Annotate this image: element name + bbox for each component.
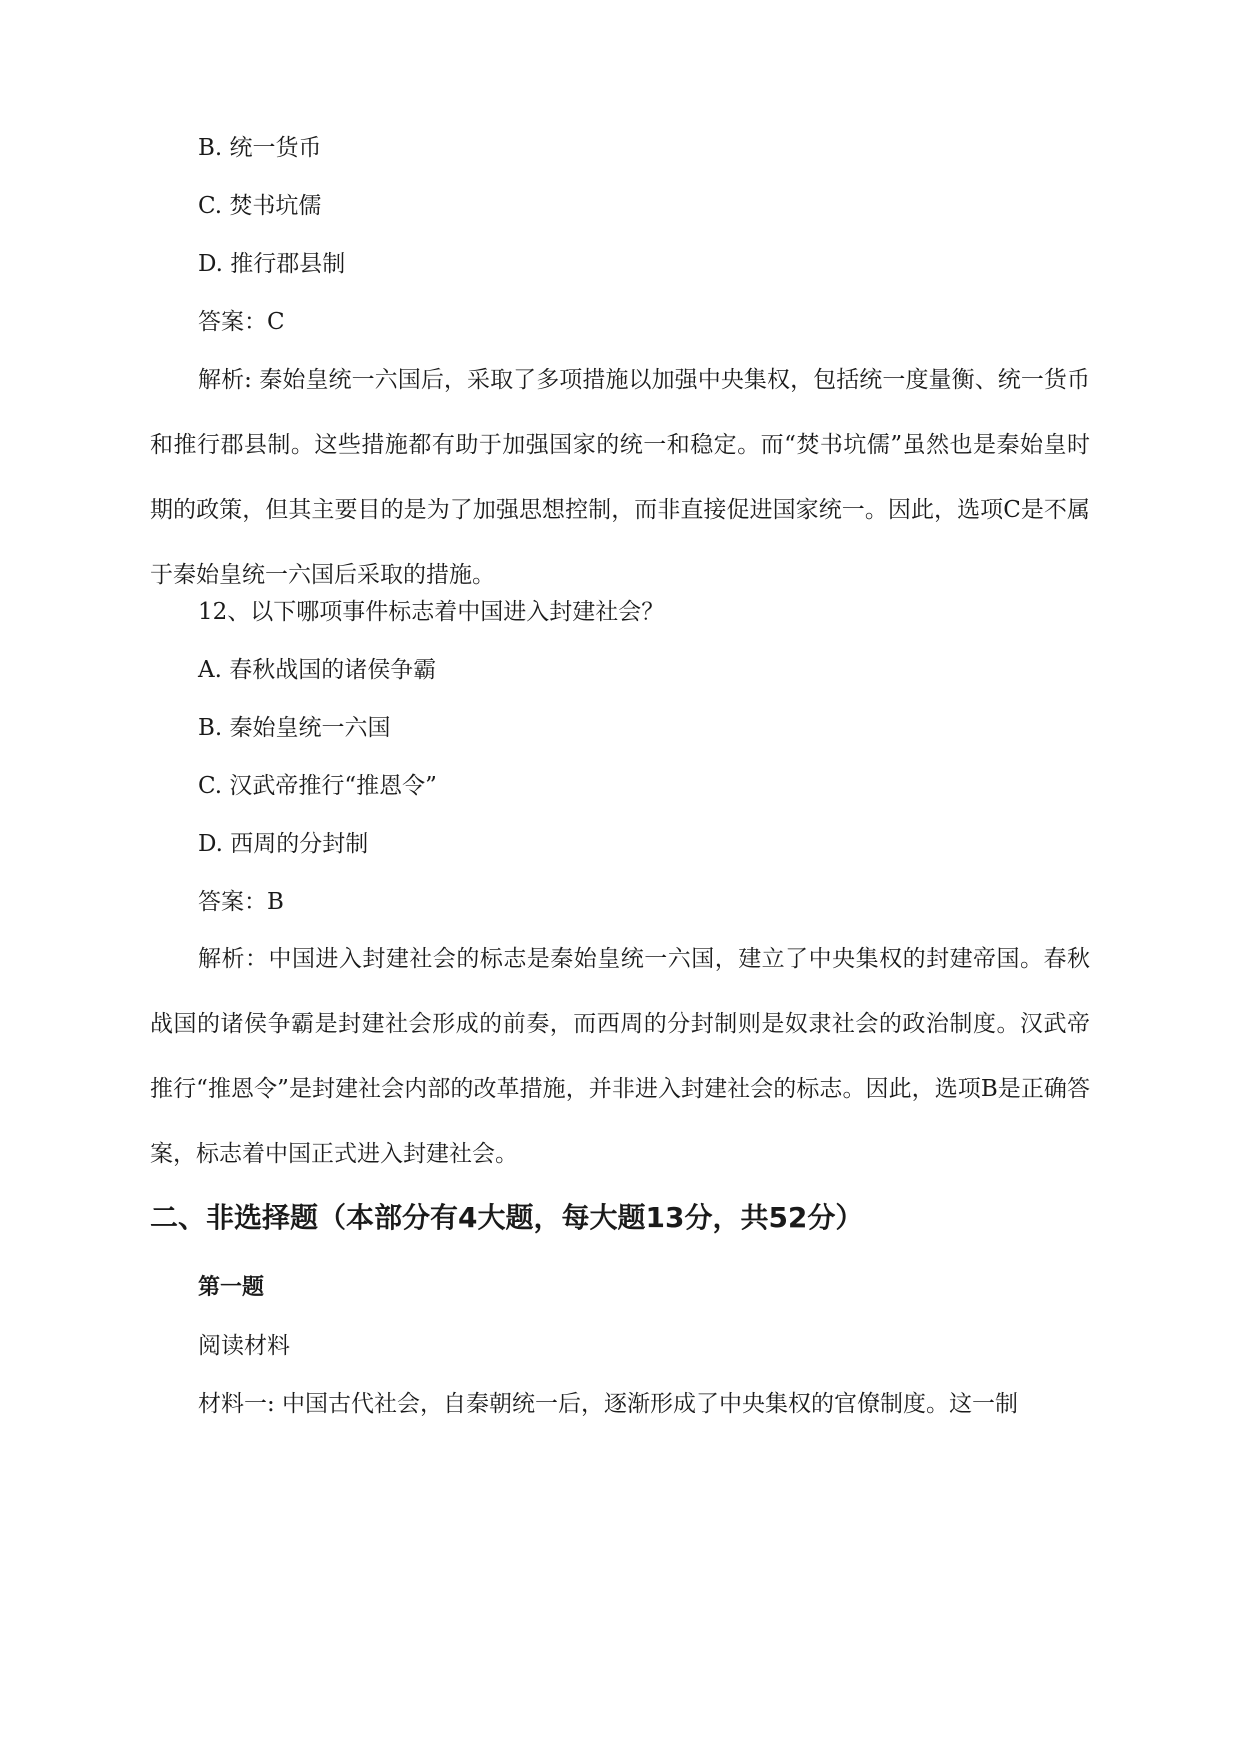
q11-option-d: D. 推行郡县制	[198, 251, 346, 277]
question-1-title: 第一题	[198, 1275, 265, 1300]
q12-question: 12、以下哪项事件标志着中国进入封建社会？	[198, 599, 665, 625]
q11-option-b: B. 统一货币	[198, 135, 322, 161]
material-1: 材料一: 中国古代社会，自秦朝统一后，逐渐形成了中央集权的官僚制度。这一制	[198, 1391, 1019, 1417]
q11-answer: 答案：C	[198, 309, 285, 335]
q12-option-b: B. 秦始皇统一六国	[198, 715, 391, 741]
q11-option-c: C. 焚书坑儒	[198, 193, 322, 219]
q12-option-c: C. 汉武帝推行“推恩令”	[198, 773, 437, 799]
q12-option-d: D. 西周的分封制	[198, 831, 369, 857]
reading-label: 阅读材料	[198, 1333, 290, 1359]
q12-option-a: A. 春秋战国的诸侯争霸	[198, 657, 437, 683]
q11-analysis: 解析: 秦始皇统一六国后，采取了多项措施以加强中央集权，包括统一度量衡、统一货币和推行郡县制。这些措施都有助于加强国家的统一和稳定。而“焚书坑儒”虽然也是秦始皇时期的政策，但其主要目的是为了加强思想控制，而非直接促进国家统一。因此，选项C是不属于秦始皇统一六国后采取的措施。	[150, 367, 1090, 588]
q12-answer: 答案：B	[198, 889, 284, 915]
section-2-title: 二、非选择题（本部分有4大题，每大题13分，共52分）	[150, 1201, 864, 1234]
q12-analysis: 解析：中国进入封建社会的标志是秦始皇统一六国，建立了中央集权的封建帝国。春秋战国的诸侯争霸是封建社会形成的前奏，而西周的分封制则是奴隶社会的政治制度。汉武帝推行“推恩令”是封建社会内部的改革措施，并非进入封建社会的标志。因此，选项B是正确答案，标志着中国正式进入封建社会。	[150, 946, 1090, 1167]
